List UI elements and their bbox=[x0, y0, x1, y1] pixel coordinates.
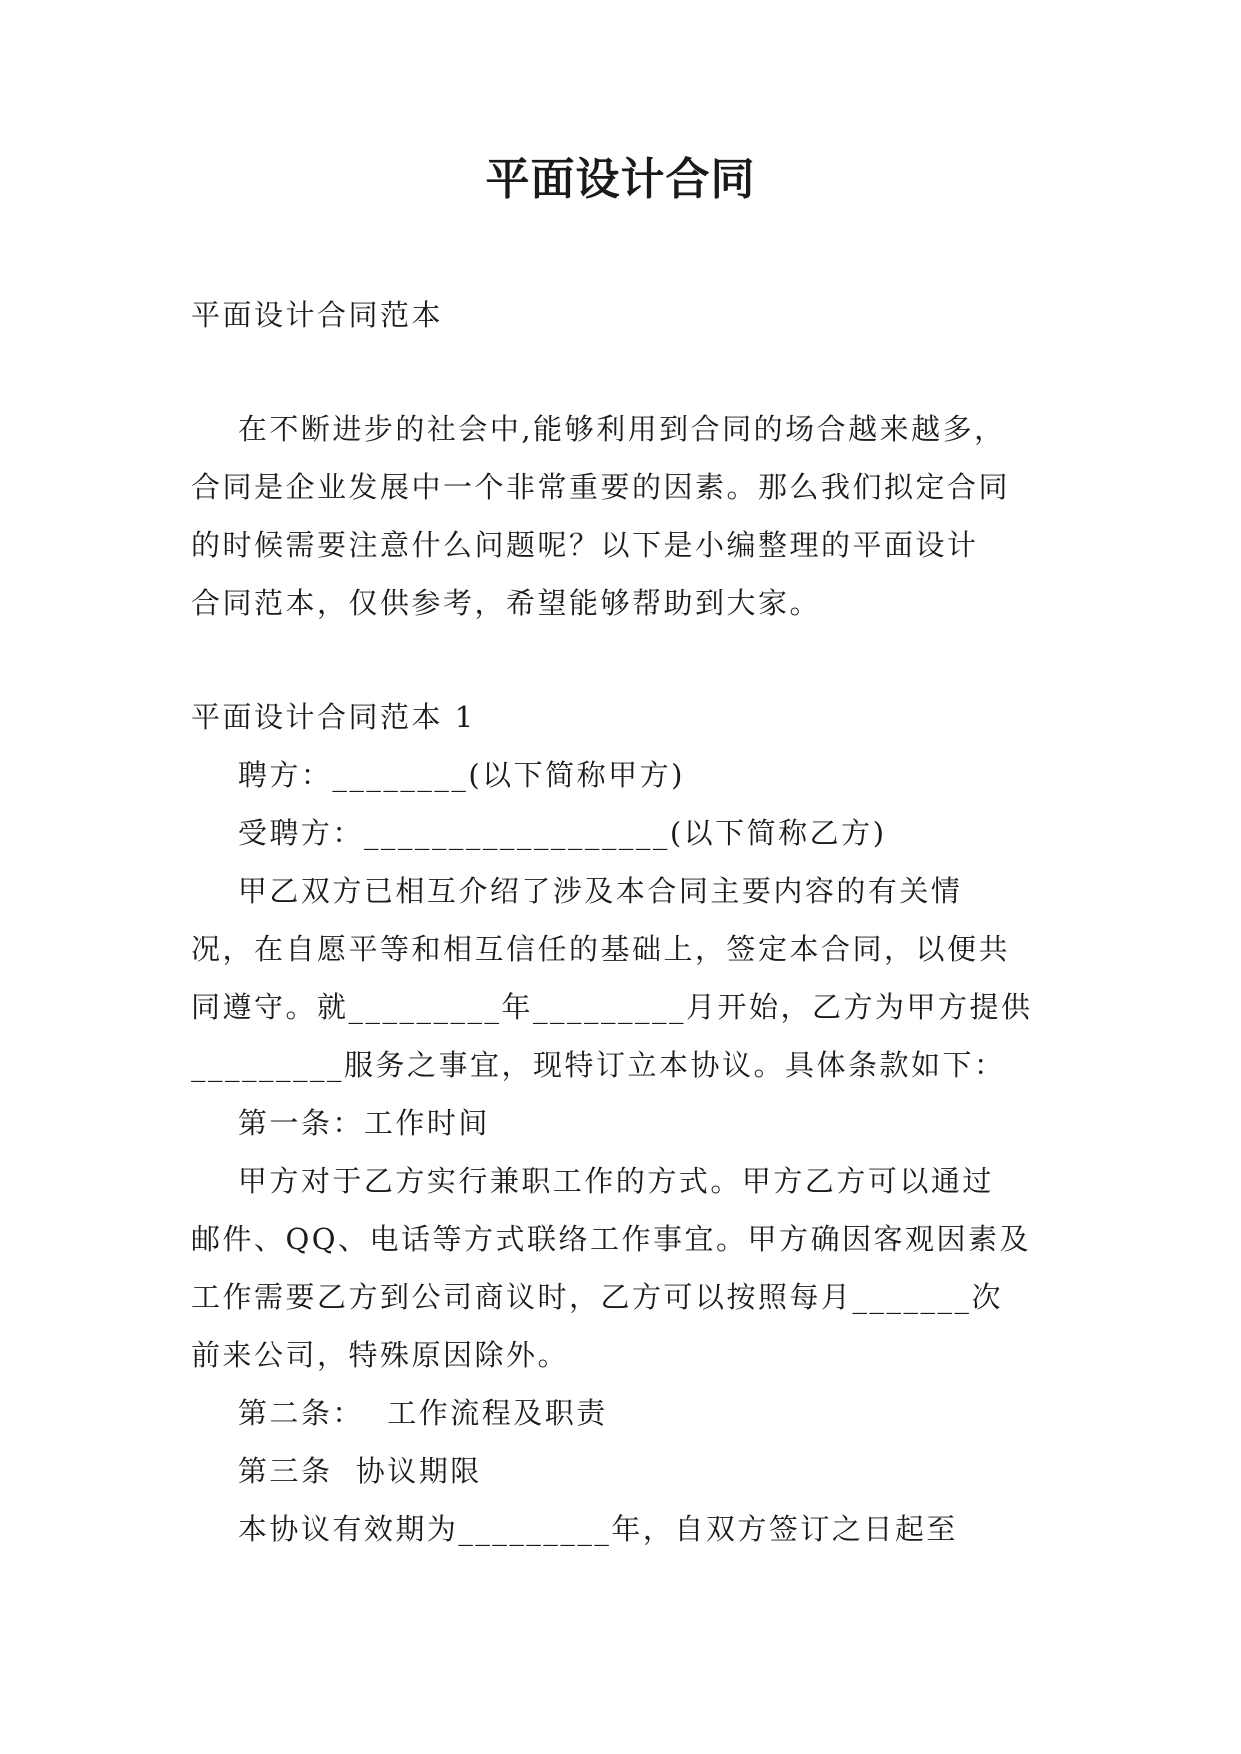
body-line: 况，在自愿平等和相互信任的基础上，签定本合同，以便共 bbox=[191, 932, 1011, 966]
body-line: 前来公司，特殊原因除外。 bbox=[191, 1338, 570, 1372]
contract-body bbox=[191, 746, 1055, 1558]
article-heading: 第二条： 工作流程及职责 bbox=[191, 1396, 608, 1430]
body-line: 工作需要乙方到公司商议时，乙方可以按照每月_______次 bbox=[191, 1280, 1004, 1314]
intro-paragraph bbox=[191, 400, 1055, 632]
body-line: 同遵守。就_________年_________月开始，乙方为甲方提供 bbox=[191, 990, 1033, 1024]
body-line: 甲乙双方已相互介绍了涉及本合同主要内容的有关情 bbox=[191, 874, 963, 908]
body-line: _________服务之事宜，现特订立本协议。具体条款如下： bbox=[191, 1048, 1006, 1082]
article-heading: 第一条：工作时间 bbox=[191, 1106, 490, 1140]
body-line: 受聘方：__________________(以下简称乙方) bbox=[191, 816, 887, 850]
body-line: 甲方对于乙方实行兼职工作的方式。甲方乙方可以通过 bbox=[191, 1164, 994, 1198]
intro-line: 合同范本，仅供参考，希望能够帮助到大家。 bbox=[191, 586, 822, 620]
intro-line: 的时候需要注意什么问题呢？以下是小编整理的平面设计 bbox=[191, 528, 979, 562]
body-line: 本协议有效期为_________年，自双方签订之日起至 bbox=[191, 1512, 958, 1546]
document-subtitle: 平面设计合同范本 bbox=[191, 298, 444, 332]
document-title: 平面设计合同 bbox=[485, 154, 756, 205]
document-body bbox=[191, 286, 1055, 1558]
article-heading: 第三条 协议期限 bbox=[191, 1454, 482, 1488]
body-line: 邮件、QQ、电话等方式联络工作事宜。甲方确因客观因素及 bbox=[191, 1222, 1032, 1256]
intro-line: 合同是企业发展中一个非常重要的因素。那么我们拟定合同 bbox=[191, 470, 1011, 504]
body-line: 聘方：________(以下简称甲方) bbox=[191, 758, 686, 792]
intro-line: 在不断进步的社会中,能够利用到合同的场合越来越多， bbox=[191, 412, 1006, 446]
section-heading: 平面设计合同范本 1 bbox=[191, 700, 476, 734]
